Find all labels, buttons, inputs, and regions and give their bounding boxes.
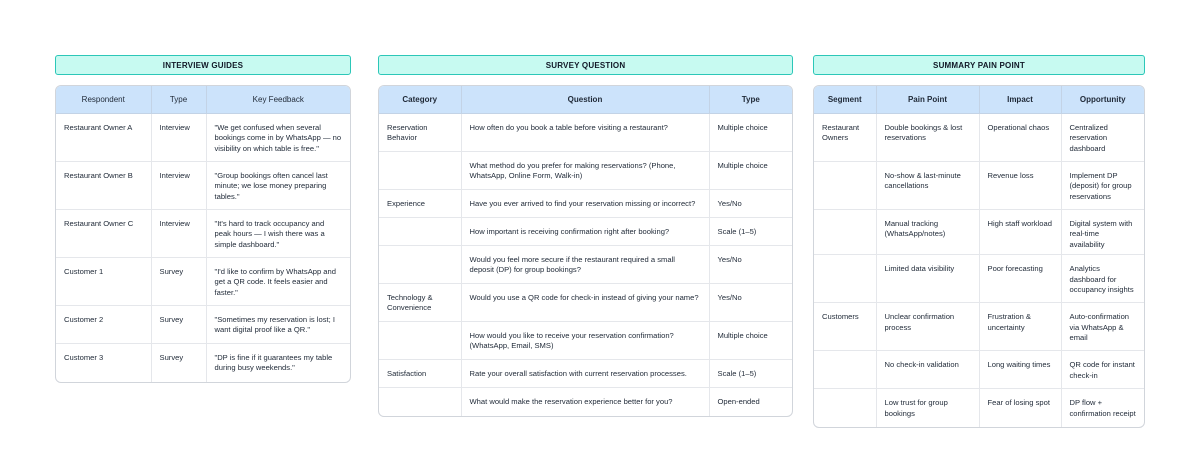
column-header: Key Feedback [206,86,350,114]
table-cell: Yes/No [709,246,792,284]
table-row [814,210,1144,255]
table-cell: Customer 3 [56,344,151,382]
table-cell: Auto-confirmation via WhatsApp & email [1061,303,1144,351]
table-cell [379,246,461,284]
table-cell: Revenue loss [979,162,1061,210]
table-cell [814,255,876,303]
table-cell: Customer 1 [56,258,151,306]
column-header: Pain Point [876,86,979,114]
table-row [379,152,792,190]
table-cell: Scale (1–5) [709,360,792,388]
table-cell: Low trust for group bookings [876,389,979,427]
table-row [814,389,1144,427]
table-row [814,114,1144,162]
table-row [56,162,350,210]
table-cell: Digital system with real-time availability [1061,210,1144,255]
table-cell: "We get confused when several bookings come in by WhatsApp — no visibility on which table is free." [206,114,350,162]
table-row [56,114,350,162]
table-row [56,306,350,344]
table-row [56,258,350,306]
table-cell: Have you ever arrived to find your reservation missing or incorrect? [461,190,709,218]
table-cell: Satisfaction [379,360,461,388]
table-cell: Yes/No [709,284,792,322]
table-cell: Restaurant Owner B [56,162,151,210]
table-cell: Restaurant Owner C [56,210,151,258]
table-cell: "I'd like to confirm by WhatsApp and get a QR code. It feels easier and faster." [206,258,350,306]
table-cell: Operational chaos [979,114,1061,162]
table-cell: Restaurant Owners [814,114,876,162]
column-header: Respondent [56,86,151,114]
column-header: Type [709,86,792,114]
table-cell: Scale (1–5) [709,218,792,246]
table-row [379,114,792,152]
survey-question-table-wrap [378,85,793,417]
table-header-row [814,86,1144,114]
table-row [379,190,792,218]
table-cell: What would make the reservation experience better for you? [461,388,709,416]
table-cell: Survey [151,344,206,382]
table-cell: Analytics dashboard for occupancy insights [1061,255,1144,303]
table-cell: Would you use a QR code for check-in instead of giving your name? [461,284,709,322]
table-cell: How often do you book a table before visiting a restaurant? [461,114,709,152]
table-row [814,351,1144,389]
table-cell [814,389,876,427]
interview-guides-table-wrap [55,85,351,383]
table-cell: How important is receiving confirmation right after booking? [461,218,709,246]
table-cell [379,152,461,190]
table-cell: Fear of losing spot [979,389,1061,427]
table-cell: What method do you prefer for making reservations? (Phone, WhatsApp, Online Form, Walk-in) [461,152,709,190]
table-cell: "DP is fine if it guarantees my table during busy weekends." [214,353,333,373]
table-row [814,255,1144,303]
table-cell: Manual tracking (WhatsApp/notes) [876,210,979,255]
interview-guides-panel [55,55,351,383]
table-cell: High staff workload [979,210,1061,255]
table-cell [379,322,461,360]
summary-pain-point-title: SUMMARY PAIN POINT [813,55,1145,75]
table-cell: Yes/No [709,190,792,218]
table-cell: Survey [151,306,206,344]
table-cell: Survey [151,258,206,306]
interview-guides-title: INTERVIEW GUIDES [55,55,351,75]
table-header-row [379,86,792,114]
column-header: Opportunity [1061,86,1144,114]
table-row [379,284,792,322]
table-cell: Limited data visibility [876,255,979,303]
column-header: Impact [979,86,1061,114]
table-cell: Double bookings & lost reservations [876,114,979,162]
table-cell: Interview [151,114,206,162]
table-cell: DP flow + confirmation receipt [1069,398,1136,418]
table-cell [379,388,461,416]
table-cell: Customer 2 [56,306,151,344]
table-row [379,388,792,416]
table-cell: No check-in validation [876,351,979,389]
table-cell: Restaurant Owner A [56,114,151,162]
table-cell [814,210,876,255]
table-cell: Experience [379,190,461,218]
table-cell: How would you like to receive your reservation confirmation? (WhatsApp, Email, SMS) [461,322,709,360]
table-cell: Implement DP (deposit) for group reservations [1061,162,1144,210]
table-cell: Multiple choice [709,322,792,360]
table-row [379,218,792,246]
table-cell: Interview [151,210,206,258]
table-row [379,360,792,388]
table-cell: Reservation Behavior [379,114,461,152]
table-cell: Poor forecasting [979,255,1061,303]
table-cell: Customers [814,303,876,351]
table-row [56,210,350,258]
table-cell: No-show & last-minute cancellations [876,162,979,210]
table-cell: Multiple choice [709,152,792,190]
table-cell: Unclear confirmation process [876,303,979,351]
survey-question-panel [378,55,793,417]
table-cell [814,351,876,389]
table-cell: Frustration & uncertainty [979,303,1061,351]
table-cell [379,218,461,246]
survey-question-title: SURVEY QUESTION [378,55,793,75]
survey-question-table [379,86,792,416]
table-cell [814,162,876,210]
column-header: Category [379,86,461,114]
table-cell: "Group bookings often cancel last minute; we lose money preparing tables." [206,162,350,210]
column-header: Type [151,86,206,114]
table-cell: "Sometimes my reservation is lost; I want digital proof like a QR." [206,306,350,344]
table-cell: Would you feel more secure if the restaurant required a small deposit (DP) for group bookings? [461,246,709,284]
table-cell: "It's hard to track occupancy and peak hours — I wish there was a simple dashboard." [206,210,350,258]
table-header-row [56,86,350,114]
table-cell: Centralized reservation dashboard [1061,114,1144,162]
table-cell: QR code for instant check-in [1061,351,1144,389]
table-row [814,303,1144,351]
table-cell: Multiple choice [709,114,792,152]
table-row [379,246,792,284]
table-cell: Open-ended [717,397,760,406]
table-row [814,162,1144,210]
table-cell: Rate your overall satisfaction with current reservation processes. [461,360,709,388]
summary-pain-point-table [814,86,1144,427]
summary-pain-point-table-wrap [813,85,1145,428]
table-cell: Interview [151,162,206,210]
table-row [56,344,350,382]
column-header: Segment [814,86,876,114]
table-cell: Technology & Convenience [379,284,461,322]
column-header: Question [461,86,709,114]
table-cell: Long waiting times [979,351,1061,389]
table-row [379,322,792,360]
interview-guides-table [56,86,350,382]
summary-pain-point-panel [813,55,1145,428]
